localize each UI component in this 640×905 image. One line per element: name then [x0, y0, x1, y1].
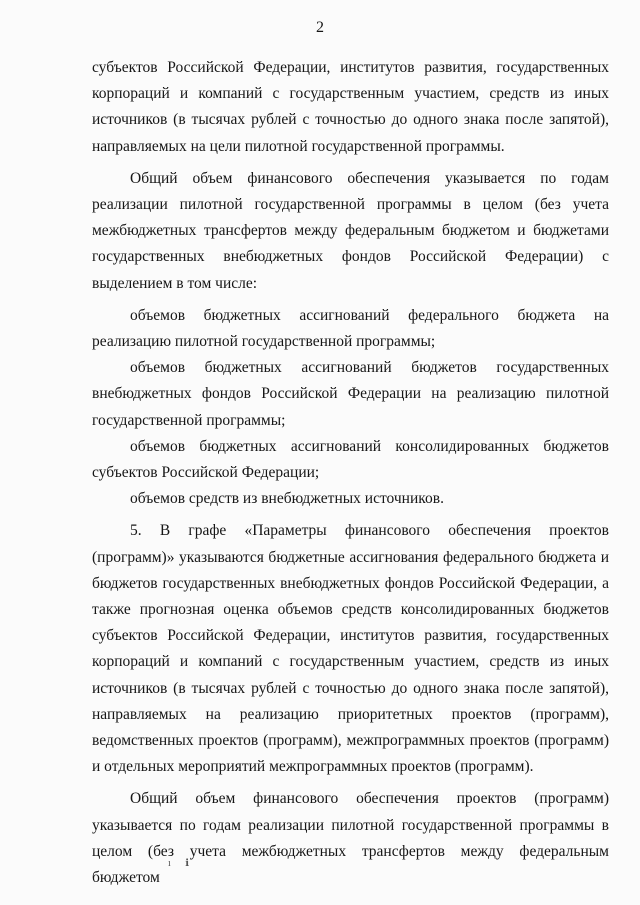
paragraph: объемов бюджетных ассигнований бюджетов государственных внебюджетных фондов Российской Федерации на реализацию пилотной государственной программы;: [92, 359, 609, 429]
page-number: 2: [316, 19, 324, 36]
paragraph: Общий объем финансового обеспечения проектов (программ) указывается по годам реализации пилотной государственной программы в целом (без учета межбюджетных трансфертов между федеральным бюджетом: [92, 790, 609, 887]
paragraph: 5. В графе «Параметры финансового обеспечения проектов (программ)» указываются бюджетные ассигнования федерального бюджета и бюджетов государственных внебюджетных фондов Российской Федерации, а также прогнозная оценка объемов средств консолидированных бюджетов субъектов Российской Федерации, институтов развития, государственных корпораций и компаний с государственным участием, средств из иных источников (в тысячах рублей с точностью до одного знака после запятой), направляемых на реализацию приоритетных проектов (программ), ведомственных проектов (программ), межпрограммных проектов (программ) и отдельных мероприятий межпрограммных проектов (программ).: [92, 522, 609, 776]
paragraph: субъектов Российской Федерации, институтов развития, государственных корпораций и компаний с государственным участием, средств из иных источников (в тысячах рублей с точностью до одного знака после запятой), направляемых на цели пилотной государственной программы.: [92, 59, 609, 155]
paragraph: Общий объем финансового обеспечения указывается по годам реализации пилотной государственной программы в целом (без учета межбюджетных трансфертов между федеральным бюджетом и бюджетами государственных внебюджетных фондов Российской Федерации) с выделением в том числе:: [92, 169, 609, 292]
paragraph: объемов средств из внебюджетных источников.: [130, 490, 444, 508]
paragraph: объемов бюджетных ассигнований федерального бюджета на реализацию пилотной государственной программы;: [92, 306, 609, 351]
paragraph: объемов бюджетных ассигнований консолидированных бюджетов субъектов Российской Федерации;: [92, 437, 609, 482]
document-body: [92, 55, 609, 891]
footer-mark: ı ℹ: [168, 858, 196, 869]
